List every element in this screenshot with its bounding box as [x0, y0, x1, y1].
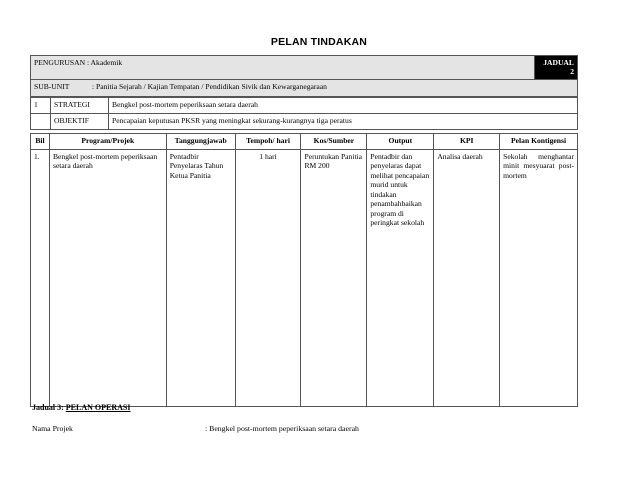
section-heading [32, 403, 130, 412]
cell-kontigensi: Sekolah menghantar minit mesyuarat post-mortem [500, 150, 578, 407]
col-header-kontigensi: Pelan Kontigensi [500, 134, 578, 150]
col-header-program: Program/Projek [49, 134, 166, 150]
strategy-number: 1 [31, 98, 51, 114]
table-header-row [31, 134, 578, 150]
subunit-cell [31, 79, 578, 96]
section-prefix: Jadual 3 [32, 403, 62, 412]
cell-bil: 1. [31, 150, 50, 407]
nama-projek-value: : Bengkel post-mortem peperiksaan setara daerah [205, 424, 359, 433]
cell-kpi: Analisa daerah [434, 150, 500, 407]
jadual-badge: JADUAL 2 [535, 56, 578, 80]
cell-output: Pentadbir dan penyelaras dapat melihat pencapaian murid untuk tindakan penambahbaikan program di peringkat sekolah [367, 150, 434, 407]
pengurusan-cell: PENGURUSAN : Akademik [31, 56, 535, 80]
header-table [30, 55, 578, 97]
action-plan-table [30, 133, 578, 407]
cell-program: Bengkel post-mortem peperiksaan setara daerah [49, 150, 166, 407]
strategi-value: Bengkel post-mortem peperiksaan setara daerah [109, 98, 578, 114]
subunit-label: SUB-UNIT [34, 81, 70, 91]
objektif-value: Pencapaian keputusan PKSR yang meningkat sekurang-kurangnya tiga peratus [109, 114, 578, 130]
kos-line: Peruntukan Panitia [304, 152, 363, 161]
col-header-kpi: KPI [434, 134, 500, 150]
section-title: PELAN OPERASI [65, 403, 131, 412]
table-row [31, 150, 578, 407]
cell-tempoh: 1 hari [235, 150, 301, 407]
strategy-number-empty [31, 114, 51, 130]
tanggungjawab-line: Pentadbir [169, 152, 199, 161]
nama-projek-label: Nama Projek [32, 424, 73, 433]
tanggungjawab-line: Ketua Panitia [169, 170, 211, 180]
subunit-value: : Panitia Sejarah / Kajian Tempatan / Pendidikan Sivik dan Kewarganegaraan [92, 81, 327, 91]
kos-line: RM 200 [304, 161, 330, 171]
cell-kos [301, 150, 367, 407]
col-header-output: Output [367, 134, 434, 150]
objektif-label: OBJEKTIF [51, 114, 109, 130]
col-header-kos: Kos/Sumber [301, 134, 367, 150]
col-header-bil: Bil [31, 134, 50, 150]
page-title: PELAN TINDAKAN [270, 36, 368, 48]
col-header-tanggungjawab: Tanggungjawab [166, 134, 235, 150]
cell-tanggungjawab [166, 150, 235, 407]
col-header-tempoh: Tempoh/ hari [235, 134, 301, 150]
section-separator: : [61, 403, 66, 412]
tanggungjawab-line: Penyelaras Tahun [169, 161, 224, 171]
strategi-label: STRATEGI [51, 98, 109, 114]
strategy-table [30, 97, 578, 130]
